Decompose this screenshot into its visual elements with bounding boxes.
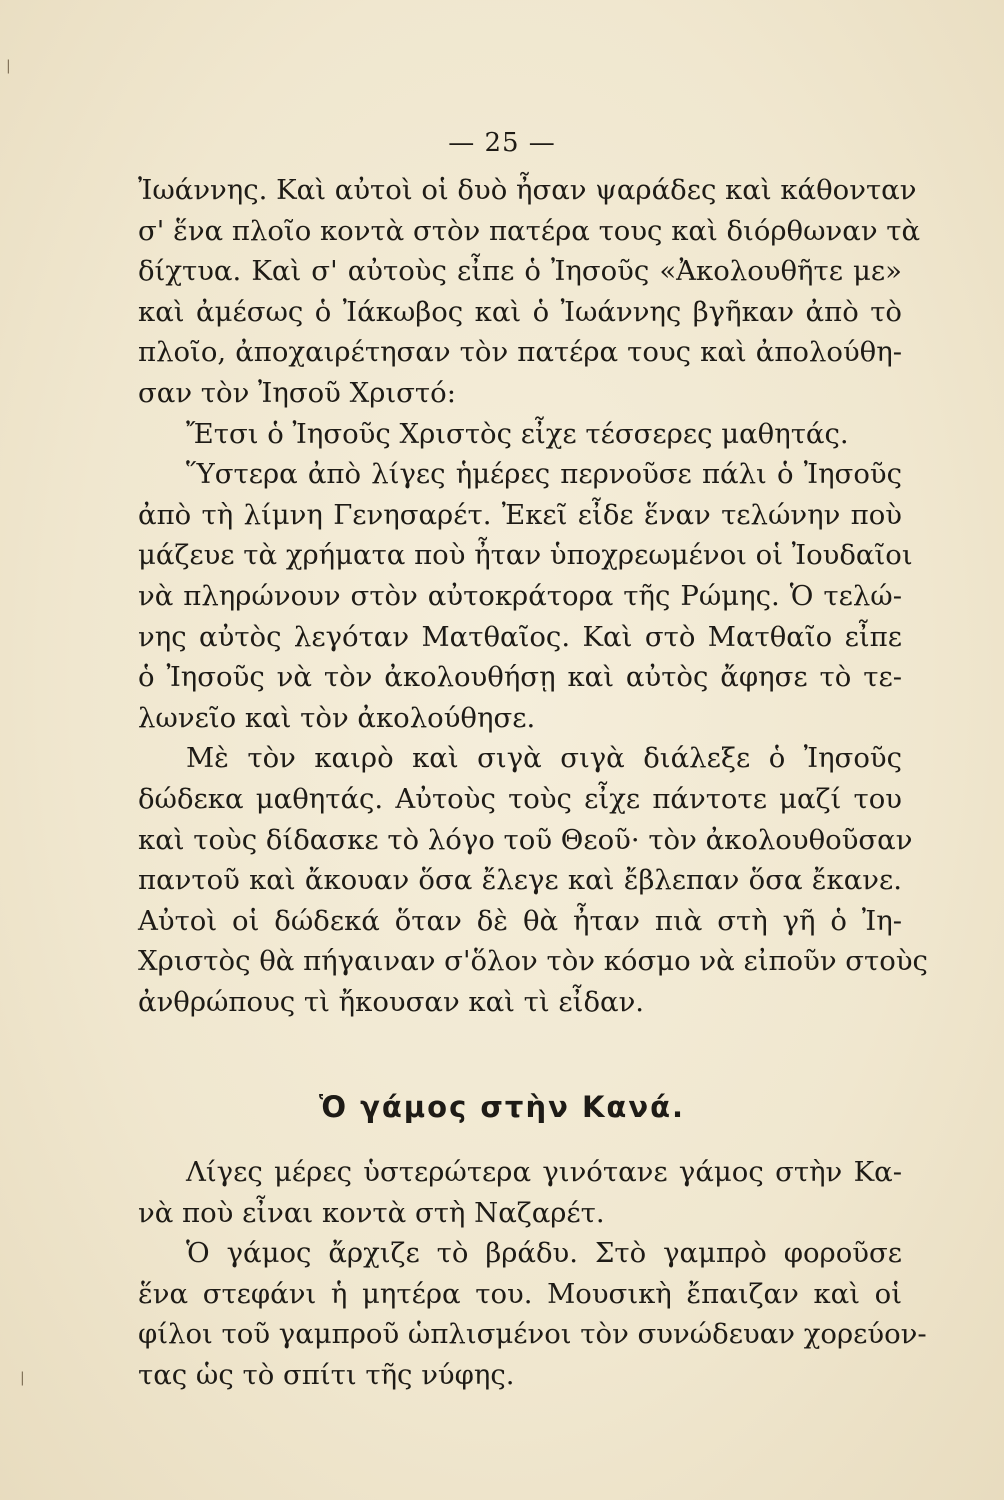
text-line: νης αὐτὸς λεγόταν Ματθαῖος. Καὶ στὸ Ματθαῖο εἶπε [138,620,902,653]
section-heading: Ὁ γάμος στὴν Κανά. [318,1090,686,1124]
text-line: καὶ τοὺς δίδασκε τὸ λόγο τοῦ Θεοῦ· τὸν ἀκολουθοῦσαν [138,823,913,856]
text-line: ἕνα στεφάνι ἡ μητέρα του. Μουσικὴ ἔπαιζαν καὶ οἱ [138,1277,902,1310]
text-line: νὰ πληρώνουν στὸν αὐτοκράτορα τῆς Ρώμης. Ὁ τελώ- [138,579,902,612]
text-line: πλοῖο, ἀποχαιρέτησαν τὸν πατέρα τους καὶ ἀπολούθη- [138,336,902,369]
text-line: σ' ἕνα πλοῖο κοντὰ στὸν πατέρα τους καὶ διόρθωναν τὰ [138,214,921,247]
body-text-bottom [138,1152,927,1396]
text-line: Ἰωάννης. Καὶ αὐτοὶ οἱ δυὸ ἦσαν ψαράδες καὶ κάθονταν [138,174,917,206]
text-line: τας ὡς τὸ σπίτι τῆς νύφης. [138,1358,515,1391]
text-line: ἀπὸ τὴ λίμνη Γενησαρέτ. Ἐκεῖ εἶδε ἕναν τελώνην ποὺ [138,498,902,531]
text-line: καὶ ἀμέσως ὁ Ἰάκωβος καὶ ὁ Ἰωάννης βγῆκαν ἀπὸ τὸ [138,295,902,328]
text-line: Αὐτοὶ οἱ δώδεκά ὅταν δὲ θὰ ἦταν πιὰ στὴ γῆ ὁ Ἰη- [138,904,902,937]
text-line: ὁ Ἰησοῦς νὰ τὸν ἀκολουθήσῃ καὶ αὐτὸς ἄφησε τὸ τε- [138,661,902,694]
text-line: λωνεῖο καὶ τὸν ἀκολούθησε. [138,701,536,734]
text-line: νὰ ποὺ εἶναι κοντὰ στὴ Ναζαρέτ. [138,1196,605,1229]
text-line: Ὕστερα ἀπὸ λίγες ἡμέρες περνοῦσε πάλι ὁ Ἰησοῦς [186,458,902,491]
text-line: σαν τὸν Ἰησοῦ Χριστό: [138,376,456,409]
margin-tick-mark: | [6,58,11,74]
body-text-top [138,170,928,1022]
text-line: Χριστὸς θὰ πήγαιναν σ'ὅλον τὸν κόσμο νὰ εἰποῦν στοὺς [138,945,928,978]
text-line: μάζευε τὰ χρήματα ποὺ ἦταν ὑποχρεωμένοι οἱ Ἰουδαῖοι [138,539,913,572]
text-line: Λίγες μέρες ὑστερώτερα γινότανε γάμος στὴν Κα- [186,1156,902,1188]
page-number: — 25 — [448,128,556,158]
text-line: φίλοι τοῦ γαμπροῦ ὡπλισμένοι τὸν συνώδευαν χορεύον- [138,1318,927,1351]
text-line: Ὁ γάμος ἄρχιζε τὸ βράδυ. Στὸ γαμπρὸ φοροῦσε [186,1237,902,1270]
text-line: δώδεκα μαθητάς. Αὐτοὺς τοὺς εἶχε πάντοτε μαζί του [138,782,902,815]
text-line: Μὲ τὸν καιρὸ καὶ σιγὰ σιγὰ διάλεξε ὁ Ἰησοῦς [186,742,902,775]
text-line: Ἔτσι ὁ Ἰησοῦς Χριστὸς εἶχε τέσσερες μαθητάς. [186,417,849,450]
text-line: δίχτυα. Καὶ σ' αὐτοὺς εἶπε ὁ Ἰησοῦς «Ἀκολουθῆτε με» [138,255,902,288]
margin-tick-mark: | [20,1370,25,1386]
text-line: ἀνθρώπους τὶ ἤκουσαν καὶ τὶ εἶδαν. [138,985,645,1018]
text-line: παντοῦ καὶ ἄκουαν ὅσα ἔλεγε καὶ ἔβλεπαν ὅσα ἔκανε. [138,864,902,897]
